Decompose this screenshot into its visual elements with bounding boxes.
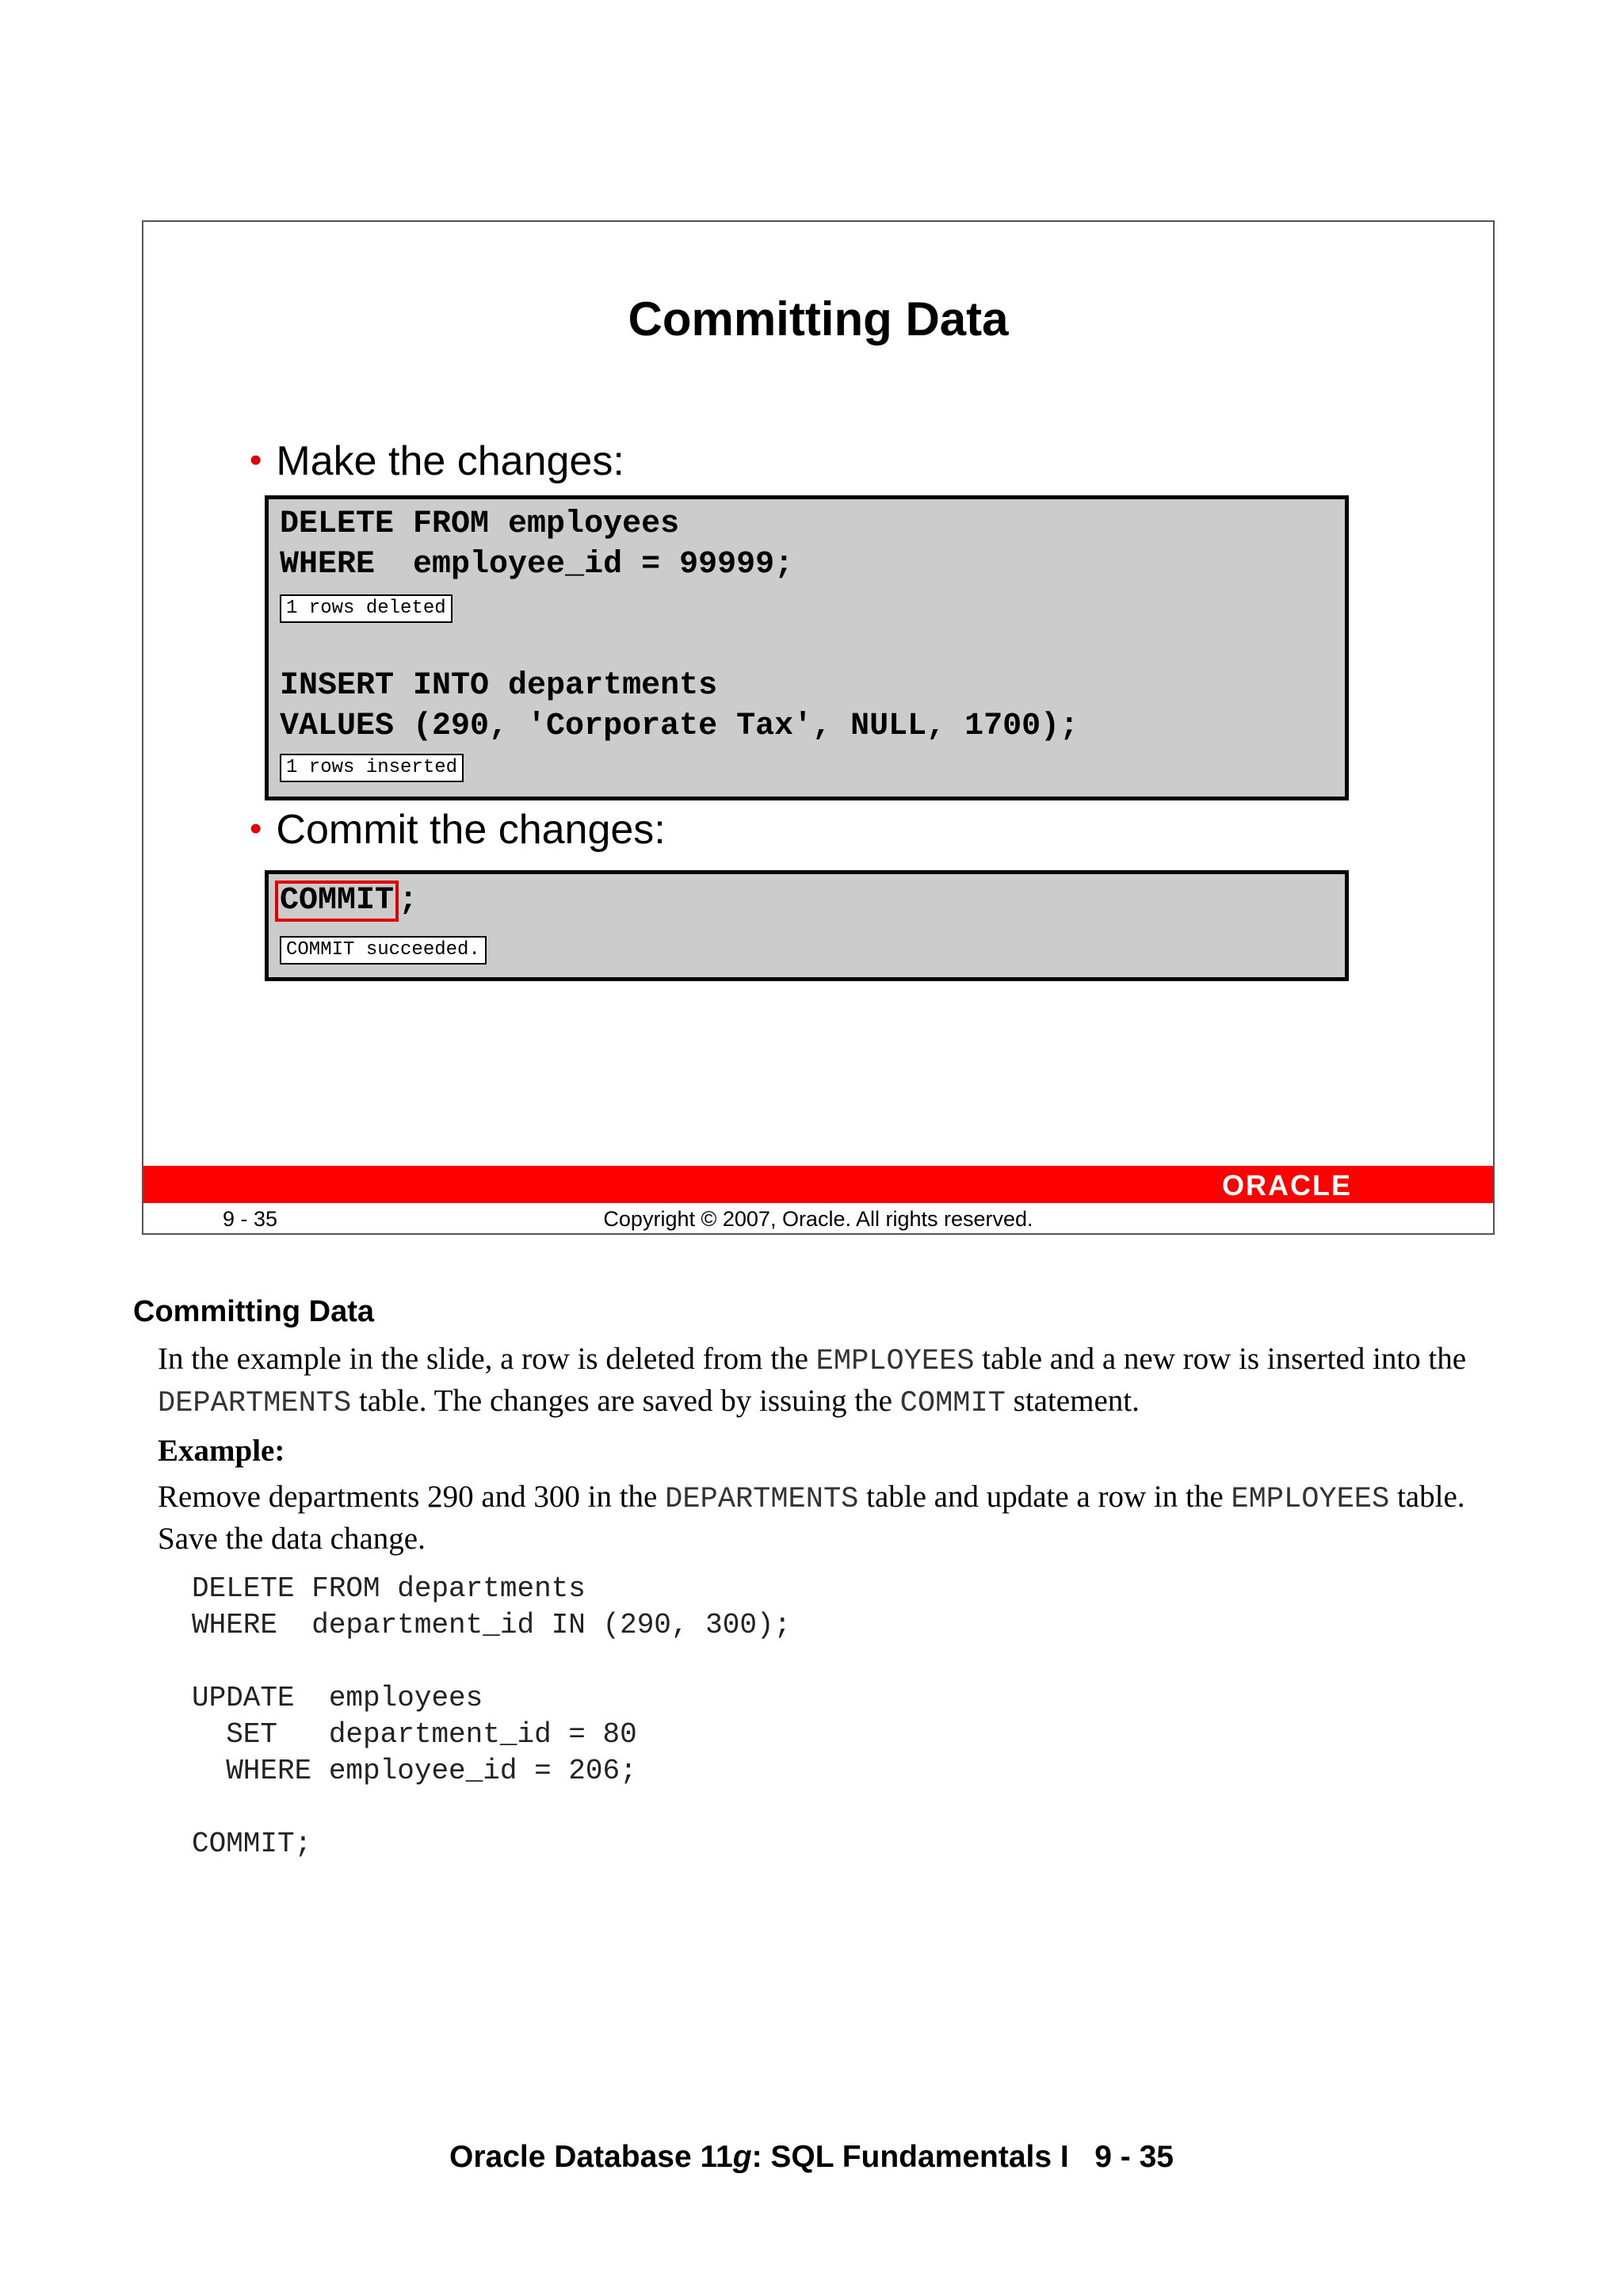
code-line: WHERE employee_id = 99999;	[280, 547, 794, 583]
notes-heading: Committing Data	[133, 1295, 374, 1328]
slide-footer	[143, 1205, 1493, 1233]
text: table and a new row is inserted into the	[974, 1342, 1467, 1376]
result-message: 1 rows inserted	[280, 754, 464, 782]
footer-text: : SQL Fundamentals I 9 - 35	[751, 2140, 1174, 2174]
copyright: Copyright © 2007, Oracle. All rights reserved.	[603, 1207, 1033, 1231]
code-semicolon: ;	[399, 883, 418, 919]
notes-paragraph-1	[158, 1339, 1521, 1423]
text: Remove departments 290 and 300 in the	[158, 1480, 666, 1514]
bullet-text: Commit the changes:	[276, 807, 666, 853]
inline-code: DEPARTMENTS	[665, 1483, 859, 1516]
bullet-make-changes	[250, 437, 624, 485]
result-message: COMMIT succeeded.	[280, 936, 487, 965]
example-code-block: DELETE FROM departments WHERE department_id IN (290, 300); UPDATE employees SET department_id = 80 WHERE employee_id = 206; COMMIT;	[192, 1572, 792, 1860]
slide-footer-bar	[143, 1166, 1493, 1203]
code-line: VALUES (290, 'Corporate Tax', NULL, 1700);	[280, 709, 1079, 744]
text: table. The changes are saved by issuing the	[351, 1384, 900, 1418]
text: table and update a row in the	[858, 1480, 1232, 1514]
result-message: 1 rows deleted	[280, 594, 453, 623]
bullet-dot-icon: •	[250, 809, 262, 848]
code-box-changes	[265, 495, 1349, 800]
bullet-dot-icon: •	[250, 441, 262, 479]
bullet-text: Make the changes:	[276, 438, 624, 484]
inline-code: EMPLOYEES	[815, 1345, 975, 1378]
notes-paragraph-2	[158, 1477, 1521, 1558]
page-footer	[0, 2140, 1623, 2175]
footer-italic: g	[732, 2140, 752, 2174]
slide-number: 9 - 35	[223, 1207, 278, 1231]
slide-title: Committing Data	[628, 292, 1009, 346]
footer-text: Oracle Database 11	[449, 2140, 733, 2174]
slide	[142, 220, 1495, 1235]
commit-highlight: COMMIT	[275, 881, 399, 922]
code-line: INSERT INTO departments	[280, 668, 718, 704]
inline-code: COMMIT	[899, 1387, 1006, 1420]
code-box-commit	[265, 870, 1349, 981]
example-label: Example:	[158, 1434, 285, 1468]
oracle-logo: ORACLE	[1222, 1169, 1352, 1201]
code-line: DELETE FROM employees	[280, 506, 680, 542]
text: table. Save the data change.	[158, 1480, 1465, 1556]
inline-code: DEPARTMENTS	[158, 1387, 352, 1420]
inline-code: EMPLOYEES	[1231, 1483, 1390, 1516]
bullet-commit-changes	[250, 806, 666, 854]
text: In the example in the slide, a row is deleted from the	[158, 1342, 816, 1376]
text: statement.	[1005, 1384, 1140, 1418]
code-line	[280, 881, 418, 922]
